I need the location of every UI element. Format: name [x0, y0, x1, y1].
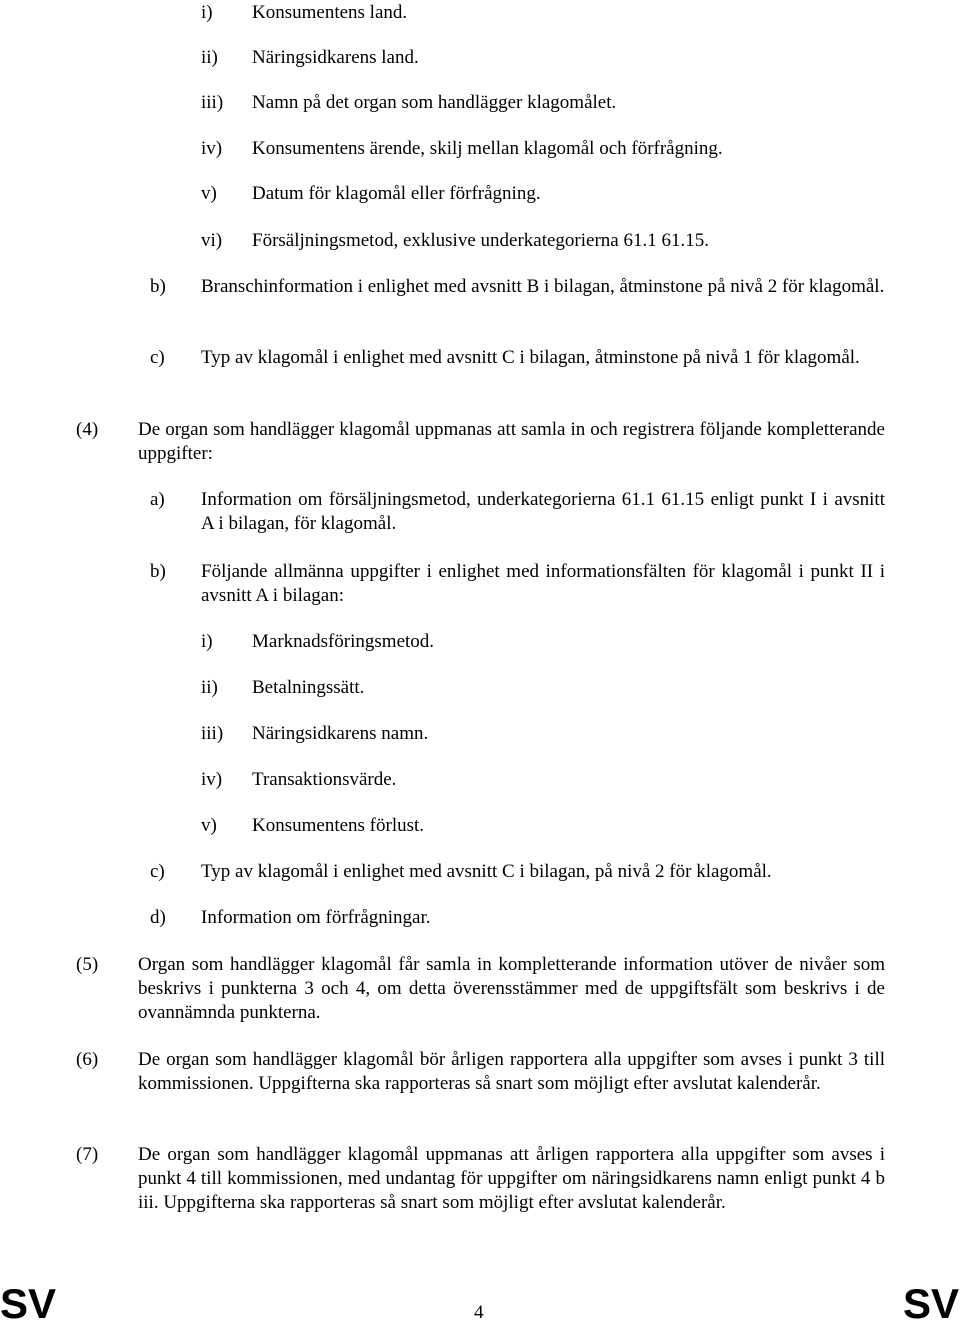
list-num: i): [201, 631, 213, 652]
item-letter: c): [150, 861, 165, 882]
list-num: iv): [201, 138, 223, 159]
paragraph-text: De organ som handlägger klagomål uppmanas att samla in och registrera följande kompletterande uppgifter:: [138, 419, 885, 464]
list-text: Näringsidkarens land.: [252, 47, 419, 68]
item-text: Följande allmänna uppgifter i enlighet med informationsfälten för klagomål i punkt II i avsnitt A i bilagan:: [201, 561, 885, 606]
list-text: Transaktionsvärde.: [252, 769, 397, 790]
paragraph-text: Organ som handlägger klagomål får samla in kompletterande information utöver de nivåer som beskrivs i punkterna 3 och 4, om detta överensstämmer med de uppgiftsfält som beskrivs i de ovannämnda punkterna.: [138, 954, 885, 1023]
paragraph-text: De organ som handlägger klagomål bör årligen rapportera alla uppgifter som avses i punkt 3 till kommissionen. Uppgifterna ska rapporteras så snart som möjligt efter avslutat kalenderår.: [138, 1049, 885, 1094]
item-letter: d): [150, 907, 166, 928]
item-text: Information om förfrågningar.: [201, 907, 431, 928]
list-text: Betalningssätt.: [252, 677, 365, 698]
item-letter: c): [150, 347, 165, 368]
list-text: Försäljningsmetod, exklusive underkategorierna 61.1 61.15.: [252, 230, 709, 251]
list-num: iii): [201, 92, 224, 113]
list-num: ii): [201, 47, 218, 68]
item-text: Branschinformation i enlighet med avsnitt B i bilagan, åtminstone på nivå 2 för klagomål.: [201, 276, 885, 297]
list-text: Marknadsföringsmetod.: [252, 631, 435, 652]
paragraph-number: (6): [76, 1049, 99, 1070]
list-text: Näringsidkarens namn.: [252, 723, 429, 744]
footer-language-right: SV: [903, 1280, 960, 1327]
paragraph-number: (7): [76, 1144, 99, 1165]
item-letter: b): [150, 561, 166, 582]
item-text: Typ av klagomål i enlighet med avsnitt C i bilagan, på nivå 2 för klagomål.: [201, 861, 772, 882]
list-num: iii): [201, 723, 224, 744]
paragraph-text: De organ som handlägger klagomål uppmanas att årligen rapportera alla uppgifter som avses i punkt 4 till kommissionen, med undantag för uppgifter om näringsidkarens namn enligt punkt 4 b iii. Uppgifterna ska rapporteras så snart som möjligt efter avslutat kalenderår.: [138, 1144, 885, 1213]
list-text: Konsumentens land.: [252, 2, 408, 23]
item-text: Information om försäljningsmetod, underkategorierna 61.1 61.15 enligt punkt I i avsnitt A i bilagan, för klagomål.: [201, 489, 885, 534]
list-text: Konsumentens ärende, skilj mellan klagomål och förfrågning.: [252, 138, 723, 159]
list-text: Datum för klagomål eller förfrågning.: [252, 183, 541, 204]
item-letter: a): [150, 489, 165, 510]
paragraph-number: (5): [76, 954, 99, 975]
list-num: v): [201, 815, 217, 836]
item-text: Typ av klagomål i enlighet med avsnitt C i bilagan, åtminstone på nivå 1 för klagomål.: [201, 347, 860, 368]
list-text: Konsumentens förlust.: [252, 815, 425, 836]
item-letter: b): [150, 276, 166, 297]
page-number: 4: [474, 1302, 484, 1323]
list-num: vi): [201, 230, 223, 251]
list-num: i): [201, 2, 213, 23]
list-text: Namn på det organ som handlägger klagomålet.: [252, 92, 617, 113]
list-num: iv): [201, 769, 223, 790]
list-num: v): [201, 183, 217, 204]
list-num: ii): [201, 677, 218, 698]
footer-language-left: SV: [0, 1280, 57, 1327]
paragraph-number: (4): [76, 419, 99, 440]
